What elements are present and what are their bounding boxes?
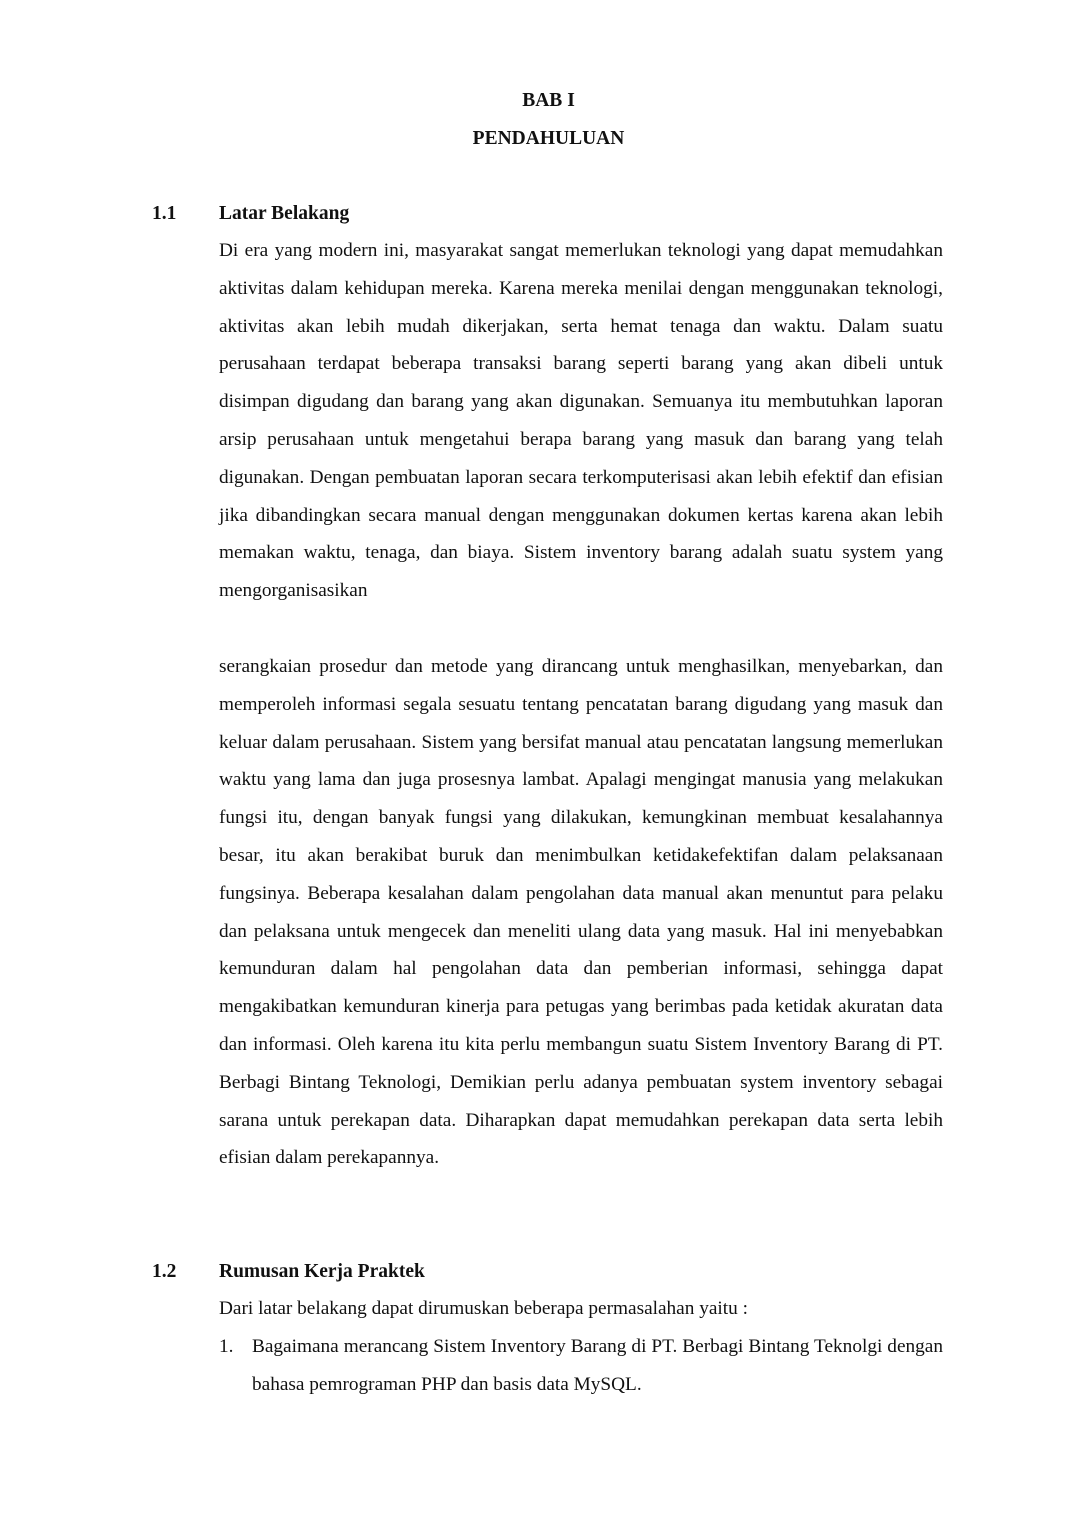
- body-paragraph: serangkaian prosedur dan metode yang dirancang untuk menghasilkan, menyebarkan, dan memperoleh informasi segala sesuatu tentang pencatatan barang digudang yang masuk dan keluar dalam perusahaan. Sistem yang bersifat manual atau pencatatan langsung memerlukan waktu yang lama dan juga prosesnya lambat. Apalagi mengingat manusia yang melakukan fungsi itu, dengan banyak fungsi yang dilakukan, kemungkinan membuat kesalahannya besar, itu akan berakibat buruk dan menimbulkan ketidakefektifan dalam pelaksanaan fungsinya. Beberapa kesalahan dalam pengolahan data manual akan menuntut para pelaku dan pelaksana untuk mengecek dan meneliti ulang data yang masuk. Hal ini menyebabkan kemunduran dalam hal pengolahan data dan pemberian informasi, sehingga dapat mengakibatkan kemunduran kinerja para petugas yang berimbas pada ketidak akuratan data dan informasi. Oleh karena itu kita perlu membangun suatu Sistem Inventory Barang di PT. Berbagi Bintang Teknologi, Demikian perlu adanya pembuatan system inventory sebagai sarana untuk perekapan data. Diharapkan dapat memudahkan perekapan data serta lebih efisian dalam perekapannya.: [219, 656, 943, 1169]
- list-item: [219, 1328, 943, 1404]
- section-number: 1.2: [152, 1261, 177, 1282]
- list-item-text: Bagaimana merancang Sistem Inventory Barang di PT. Berbagi Bintang Teknolgi dengan bahasa pemrograman PHP dan basis data MySQL.: [252, 1336, 943, 1395]
- section-title: Latar Belakang: [219, 203, 350, 224]
- section-heading-1-2: [152, 1260, 425, 1284]
- body-paragraph: Dari latar belakang dapat dirumuskan beberapa permasalahan yaitu :: [219, 1298, 748, 1319]
- section-title: Rumusan Kerja Praktek: [219, 1261, 425, 1282]
- numbered-list: [219, 1328, 943, 1404]
- section-heading-1-1: [152, 202, 349, 226]
- section-number: 1.1: [152, 203, 177, 224]
- body-paragraph: Di era yang modern ini, masyarakat sangat memerlukan teknologi yang dapat memudahkan aktivitas dalam kehidupan mereka. Karena mereka menilai dengan menggunakan teknologi, aktivitas akan lebih mudah dikerjakan, serta hemat tenaga dan waktu. Dalam suatu perusahaan terdapat beberapa transaksi barang seperti barang yang akan dibeli untuk disimpan digudang dan barang yang akan digunakan. Semuanya itu membutuhkan laporan arsip perusahaan untuk mengetahui berapa barang yang masuk dan barang yang telah digunakan. Dengan pembuatan laporan secara terkomputerisasi akan lebih efektif dan efisian jika dibandingkan secara manual dengan menggunakan dokumen kertas karena akan lebih memakan waktu, tenaga, dan biaya. Sistem inventory barang adalah suatu system yang mengorganisasikan: [219, 240, 943, 602]
- chapter-number: BAB I: [522, 90, 575, 111]
- list-marker: 1.: [219, 1336, 234, 1357]
- chapter-title: PENDAHULUAN: [472, 128, 625, 149]
